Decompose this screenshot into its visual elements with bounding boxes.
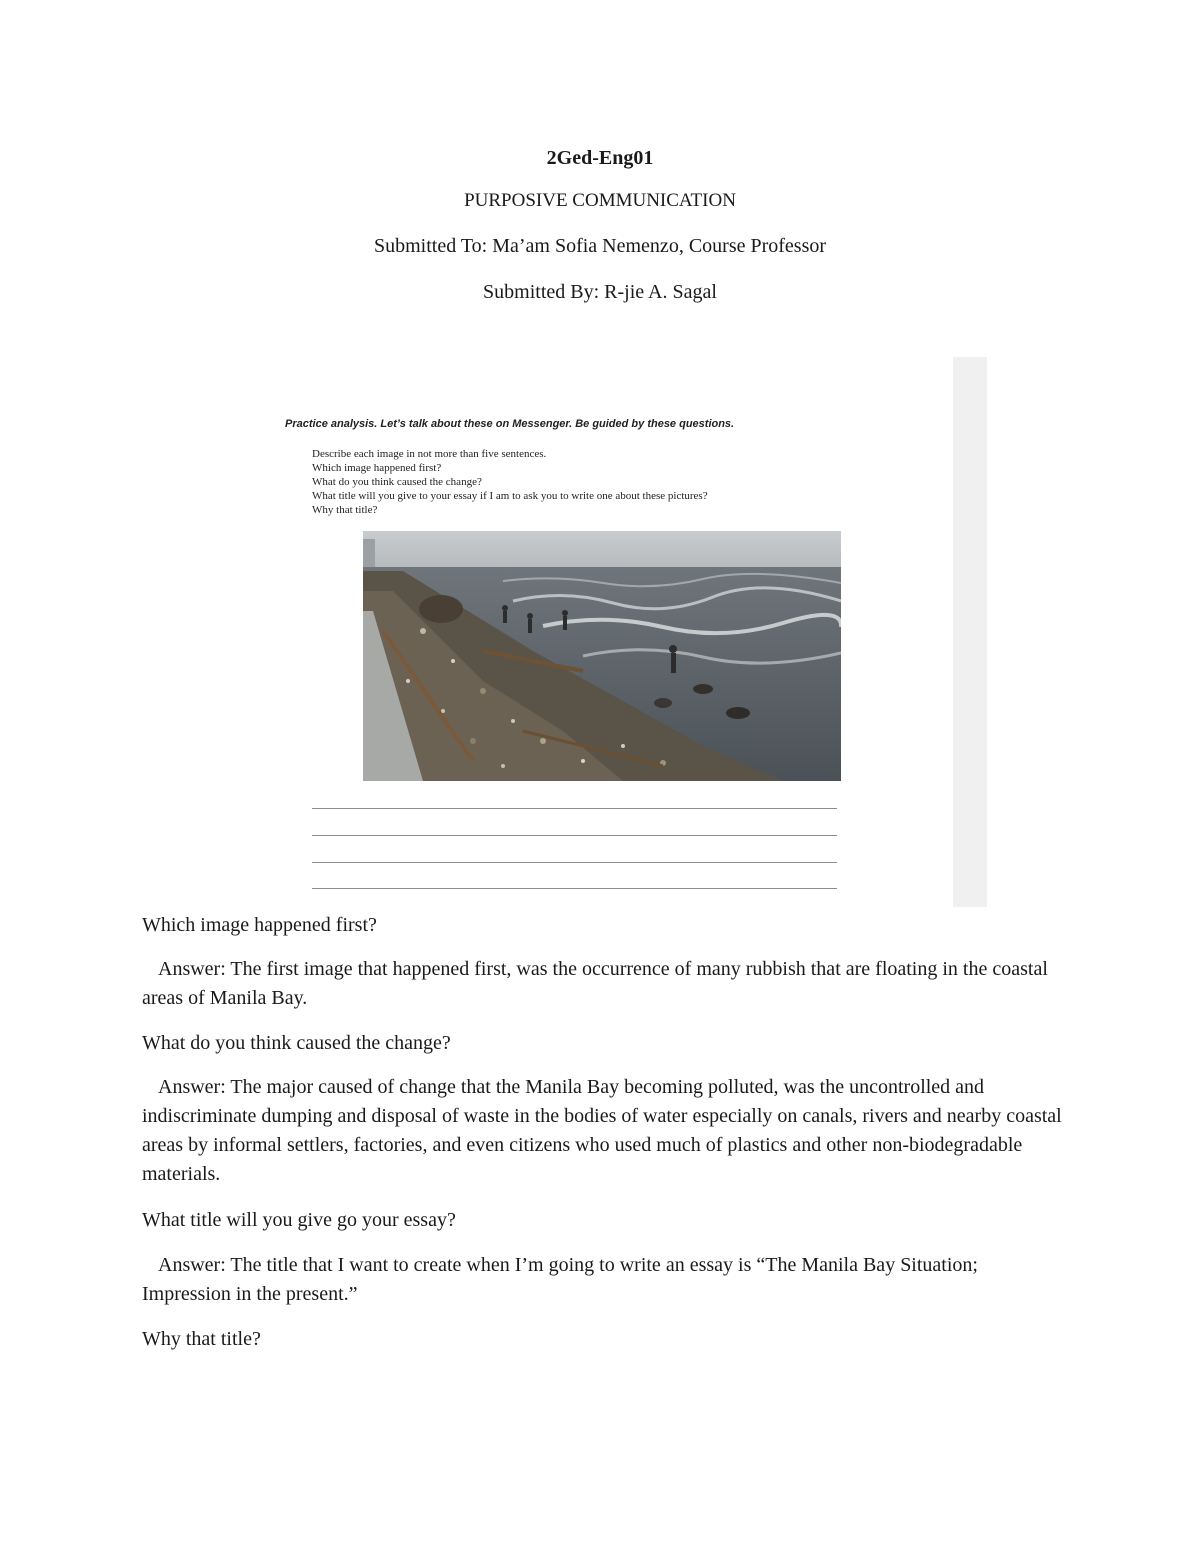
worksheet-question: What title will you give to your essay if I am to ask you to write one about these pictures? — [312, 490, 708, 502]
worksheet-question: Describe each image in not more than five sentences. — [312, 448, 547, 460]
submitted-by: Submitted By: R-jie A. Sagal — [483, 281, 717, 303]
worksheet-question-list — [312, 447, 708, 517]
answer-paragraph: Answer: The title that I want to create when I’m going to write an essay is “The Manila Bay Situation; Impression in the present.” — [142, 1254, 978, 1305]
answer-paragraph: Answer: The first image that happened first, was the occurrence of many rubbish that are floating in the coastal areas of Manila Bay. — [142, 958, 1048, 1009]
beach-garbage-illustration — [363, 531, 841, 781]
question-heading: Which image happened first? — [142, 914, 377, 936]
answer-line — [312, 808, 837, 809]
course-title: PURPOSIVE COMMUNICATION — [464, 190, 736, 211]
manila-bay-photo — [363, 531, 841, 781]
question-heading: What title will you give go your essay? — [142, 1209, 456, 1231]
worksheet-question: Which image happened first? — [312, 462, 442, 474]
answer-paragraph: Answer: The major caused of change that the Manila Bay becoming polluted, was the uncontrolled and indiscriminate dumping and disposal of waste in the bodies of water especially on canals, rivers and nearby coastal areas by informal settlers, factories, and even citizens who used much of plastics and other non-biodegradable materials. — [142, 1076, 1062, 1185]
course-code: 2Ged-Eng01 — [546, 147, 654, 169]
embedded-scrollbar — [953, 357, 987, 907]
answer-line — [312, 862, 837, 863]
worksheet-heading: Practice analysis. Let’s talk about these on Messenger. Be guided by these questions. — [285, 418, 735, 430]
question-heading: What do you think caused the change? — [142, 1032, 451, 1054]
worksheet-question: What do you think caused the change? — [312, 476, 482, 488]
question-heading: Why that title? — [142, 1328, 261, 1350]
answer-line — [312, 835, 837, 836]
answer-line — [312, 888, 837, 889]
submitted-to: Submitted To: Ma’am Sofia Nemenzo, Course Professor — [373, 235, 827, 257]
worksheet-question: Why that title? — [312, 504, 378, 516]
